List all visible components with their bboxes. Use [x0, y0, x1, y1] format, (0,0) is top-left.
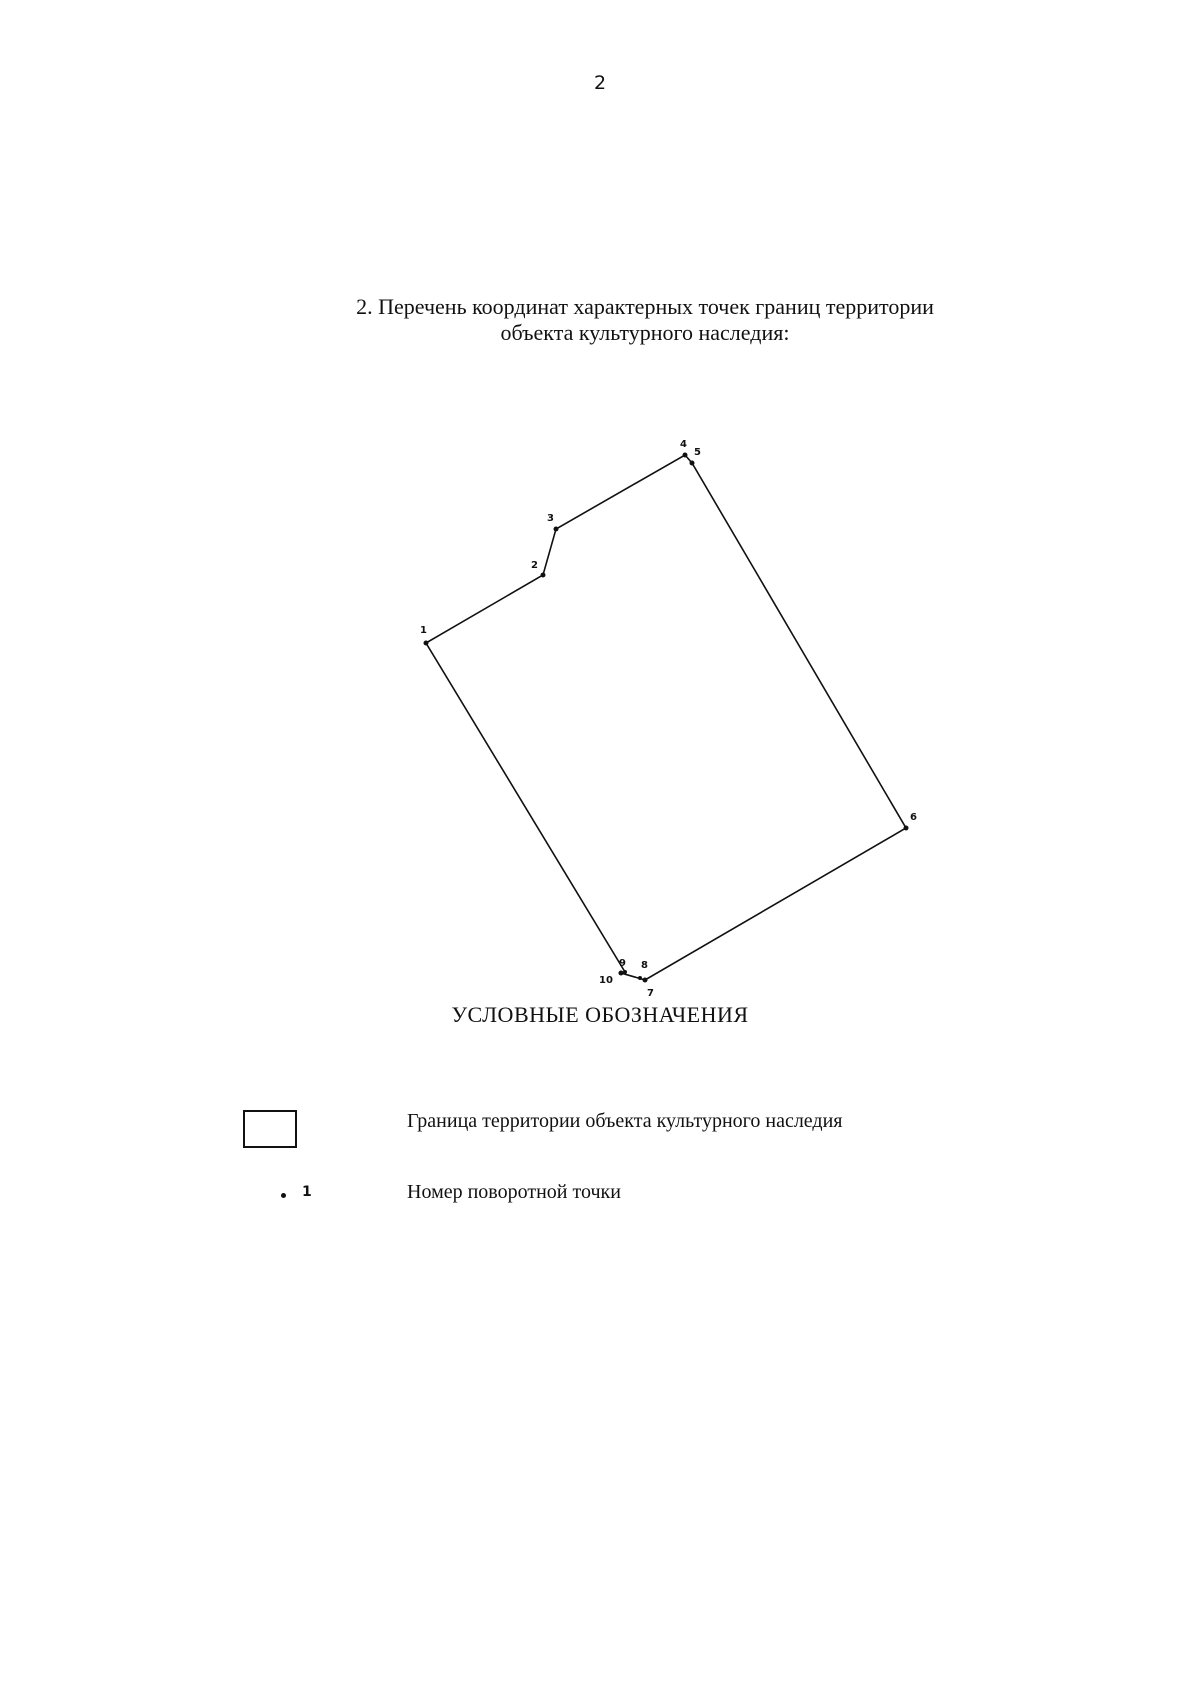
point-marker-2 [541, 573, 546, 578]
point-marker-1 [424, 641, 429, 646]
point-marker-4 [683, 453, 688, 458]
boundary-symbol [243, 1110, 297, 1148]
point-symbol [281, 1193, 286, 1198]
point-label-6: 6 [910, 812, 917, 823]
point-marker-7 [643, 978, 648, 983]
legend-title: УСЛОВНЫЕ ОБОЗНАЧЕНИЯ [451, 1002, 749, 1027]
point-marker-10 [619, 971, 624, 976]
point-marker-9 [623, 970, 627, 974]
point-label-1: 1 [420, 625, 427, 636]
boundary-polygon [426, 455, 906, 980]
point-label-3: 3 [547, 513, 554, 524]
point-marker-3 [554, 527, 559, 532]
boundary-points [424, 453, 909, 983]
legend-point-text: Номер поворотной точки [407, 1181, 621, 1203]
point-label-4: 4 [680, 439, 687, 450]
point-marker-6 [904, 826, 909, 831]
page-number: 2 [593, 72, 607, 94]
point-label-5: 5 [694, 447, 701, 458]
point-symbol-label: 1 [302, 1184, 312, 1200]
legend-boundary-text: Граница территории объекта культурного наследия [407, 1110, 843, 1132]
point-marker-8 [638, 976, 642, 980]
point-label-7: 7 [647, 988, 654, 999]
point-label-10: 10 [599, 975, 613, 986]
point-marker-5 [690, 461, 695, 466]
heading-line-1: 2. Перечень координат характерных точек границ территории [356, 294, 934, 319]
point-label-8: 8 [641, 960, 648, 971]
heading-line-2: объекта культурного наследия: [500, 320, 790, 345]
point-label-2: 2 [531, 560, 538, 571]
point-label-9: 9 [619, 958, 626, 969]
